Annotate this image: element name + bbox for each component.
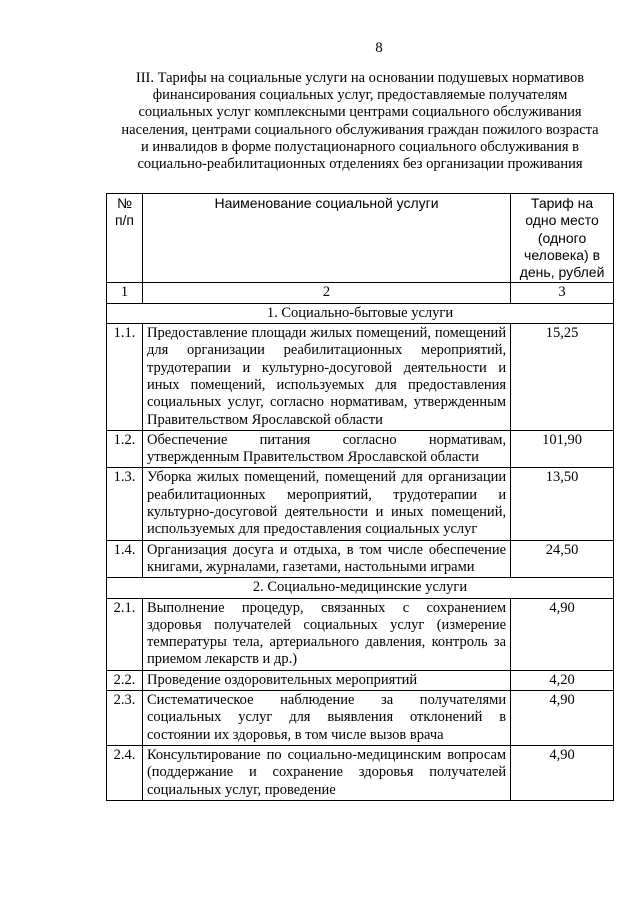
table-header-row — [107, 194, 614, 283]
service-tariff: 13,50 — [511, 468, 614, 540]
column-index: 1 — [107, 283, 143, 303]
column-index: 3 — [511, 283, 614, 303]
service-name: Обеспечение питания согласно нормативам, утвержденным Правительством Ярославской области — [142, 430, 510, 468]
tariff-table — [106, 193, 614, 801]
table-row — [107, 691, 614, 746]
service-number: 2.4. — [107, 745, 143, 800]
section-row — [107, 578, 614, 598]
section-row — [107, 303, 614, 323]
service-number: 2.1. — [107, 598, 143, 670]
heading-line: и инвалидов в форме полустационарного социального обслуживания в — [141, 138, 579, 155]
heading-line: III. Тарифы на социальные услуги на основании подушевых нормативов — [135, 70, 585, 86]
header-tariff: Тариф на одно место (одного человека) в день, рублей — [511, 194, 614, 283]
table-row — [107, 745, 614, 800]
service-name: Систематическое наблюдение за получателями социальных услуг для выявления отклонений в состоянии их здоровья, в том числе вызов врача — [142, 691, 510, 746]
service-number: 2.3. — [107, 691, 143, 746]
service-name: Организация досуга и отдыха, в том числе обеспечение книгами, журналами, газетами, настольными играми — [142, 540, 510, 578]
service-tariff: 15,25 — [511, 324, 614, 431]
service-name: Выполнение процедур, связанных с сохранением здоровья получателей социальных услуг (измерение температуры тела, артериального давления, контроль за приемом лекарств и др.) — [142, 598, 510, 670]
table-row — [107, 598, 614, 670]
table-row — [107, 540, 614, 578]
service-number: 2.2. — [107, 670, 143, 690]
page-number: 8 — [375, 40, 383, 56]
service-tariff: 4,90 — [511, 598, 614, 670]
service-name: Уборка жилых помещений, помещений для организации реабилитационных мероприятий, трудотерапии и культурно-досуговой деятельности и иных помещений, используемых для предоставления социальных услуг — [142, 468, 510, 540]
service-tariff: 101,90 — [511, 430, 614, 468]
service-tariff: 24,50 — [511, 540, 614, 578]
header-num: № п/п — [107, 194, 143, 283]
table-row — [107, 430, 614, 468]
service-tariff: 4,90 — [511, 691, 614, 746]
heading-line: социальных услуг комплексными центрами социального обслуживания — [138, 104, 582, 121]
section-heading — [95, 70, 625, 173]
table-row — [107, 468, 614, 540]
service-number: 1.2. — [107, 430, 143, 468]
heading-line: финансирования социальных услуг, предоставляемые получателям — [152, 87, 568, 104]
service-tariff: 4,20 — [511, 670, 614, 690]
service-name: Предоставление площади жилых помещений, помещений для организации реабилитационных мероприятий, трудотерапии и культурно-досуговой деятельности и иных помещений, используемых для предоставления социальных услуг, согласно нормативам, утвержденным Правительством Ярославской области — [142, 324, 510, 431]
header-name: Наименование социальной услуги — [142, 194, 510, 283]
service-number: 1.3. — [107, 468, 143, 540]
column-index: 2 — [142, 283, 510, 303]
section-title: 2. Социально-медицинские услуги — [107, 578, 614, 598]
table-row — [107, 324, 614, 431]
service-name: Консультирование по социально-медицинским вопросам (поддержание и сохранение здоровья получателей социальных услуг, проведение — [142, 745, 510, 800]
service-name: Проведение оздоровительных мероприятий — [142, 670, 510, 690]
heading-line: социально-реабилитационных отделениях без организации проживания — [137, 156, 583, 173]
service-tariff: 4,90 — [511, 745, 614, 800]
table-row — [107, 670, 614, 690]
section-title: 1. Социально-бытовые услуги — [107, 303, 614, 323]
heading-line: населения, центрами социального обслуживания граждан пожилого возраста — [121, 121, 599, 138]
service-number: 1.4. — [107, 540, 143, 578]
column-index-row — [107, 283, 614, 303]
service-number: 1.1. — [107, 324, 143, 431]
